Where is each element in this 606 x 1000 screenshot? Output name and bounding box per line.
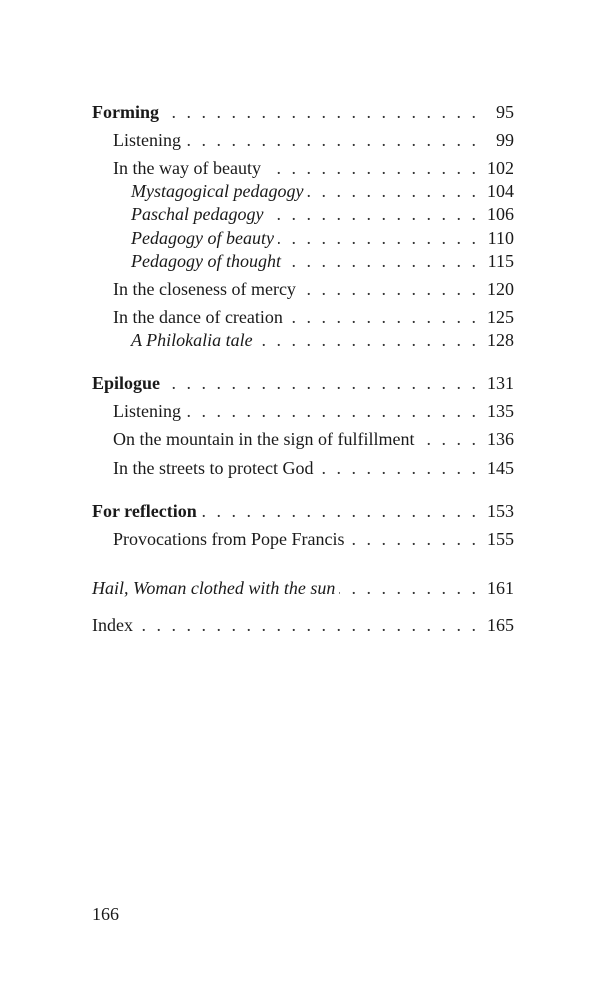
toc-entry-page: 110 <box>487 228 514 248</box>
toc-entry <box>92 101 514 123</box>
toc-entry <box>113 129 514 151</box>
toc-entry-page: 104 <box>487 181 514 201</box>
dot-leader <box>278 227 476 249</box>
dot-leader <box>317 457 476 479</box>
dot-leader <box>285 250 476 272</box>
toc-entry-title: Index <box>92 615 133 635</box>
toc-entry-page: 125 <box>487 307 514 327</box>
toc-entry-page: 128 <box>487 330 514 350</box>
toc-entry-title: On the mountain in the sign of fulfillment <box>113 429 415 449</box>
toc-entry-title: In the dance of creation <box>113 307 283 327</box>
toc-entry-page: 120 <box>487 279 514 299</box>
dot-leader <box>163 101 476 123</box>
dot-leader <box>300 278 476 300</box>
toc-entry-title: For reflection <box>92 501 197 521</box>
dot-leader <box>307 180 476 202</box>
toc-entry-page: 153 <box>487 501 514 521</box>
toc-entry <box>92 577 514 599</box>
dot-leader <box>267 203 476 225</box>
toc-entry-page: 115 <box>487 251 514 271</box>
toc-entry-title: In the streets to protect God <box>113 458 314 478</box>
dot-leader <box>339 577 476 599</box>
toc-entry-page: 99 <box>496 130 514 150</box>
toc-entry-page: 131 <box>487 373 514 393</box>
dot-leader <box>185 400 476 422</box>
toc-entry <box>113 528 514 550</box>
toc-entry-page: 136 <box>487 429 514 449</box>
dot-leader <box>185 129 476 151</box>
toc-entry <box>131 203 514 225</box>
toc-entry <box>113 306 514 328</box>
toc-entry-title: Pedagogy of beauty <box>131 228 274 248</box>
toc-entry-page: 135 <box>487 401 514 421</box>
toc-entry <box>131 329 514 351</box>
toc-entry <box>113 457 514 479</box>
toc-entry <box>131 250 514 272</box>
toc-entry <box>113 400 514 422</box>
toc-entry <box>113 428 514 450</box>
toc-entry-page: 161 <box>487 578 514 598</box>
toc-entry-title: Epilogue <box>92 373 161 393</box>
toc-entry <box>92 614 514 636</box>
toc-entry <box>131 227 514 249</box>
toc-entry-title: Hail, Woman clothed with the sun <box>92 578 336 598</box>
dot-leader <box>201 500 476 522</box>
toc-entry <box>131 180 514 202</box>
page-number: 166 <box>92 904 119 924</box>
toc-entry-page: 165 <box>487 615 514 635</box>
toc-entry-page: 95 <box>496 102 514 122</box>
toc-entry-title: In the closeness of mercy <box>113 279 296 299</box>
toc-entry-title: Mystagogical pedagogy <box>131 181 304 201</box>
toc-entry-page: 155 <box>487 529 514 549</box>
toc-entry-title: Pedagogy of thought <box>131 251 281 271</box>
toc-entry-title: A Philokalia tale <box>131 330 253 350</box>
toc-entry-title: In the way of beauty <box>113 158 261 178</box>
toc-entry-title: Paschal pedagogy <box>131 204 264 224</box>
toc-entry <box>113 278 514 300</box>
toc-entry-title: Listening <box>113 130 181 150</box>
dot-leader <box>257 329 476 351</box>
dot-leader <box>137 614 476 636</box>
toc-entry <box>92 372 514 394</box>
toc-entry-title: Provocations from Pope Francis <box>113 529 345 549</box>
toc-entry-page: 102 <box>487 158 514 178</box>
toc-entry-title: Forming <box>92 102 159 122</box>
dot-leader <box>164 372 476 394</box>
dot-leader <box>287 306 476 328</box>
dot-leader <box>265 157 476 179</box>
dot-leader <box>348 528 476 550</box>
toc-entry-page: 106 <box>487 204 514 224</box>
toc-entry-page: 145 <box>487 458 514 478</box>
toc-entry <box>113 157 514 179</box>
dot-leader <box>418 428 476 450</box>
toc-entry-title: Listening <box>113 401 181 421</box>
toc-entry <box>92 500 514 522</box>
